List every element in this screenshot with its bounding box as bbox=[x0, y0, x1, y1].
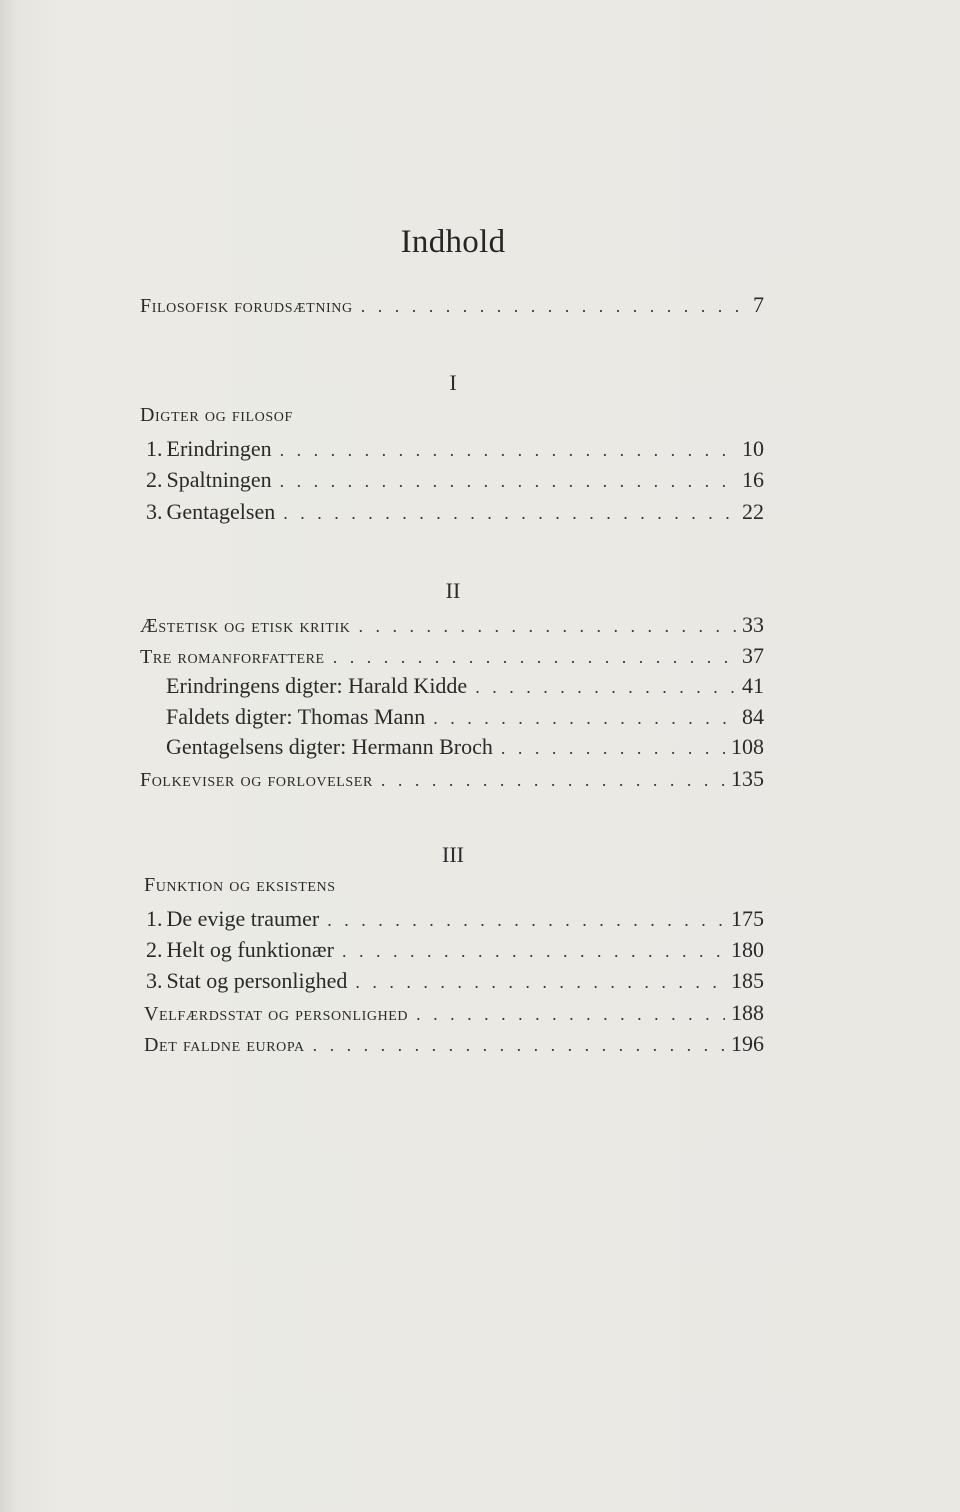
toc-entry-number: 3. bbox=[146, 968, 163, 993]
toc-entry-page: 180 bbox=[731, 937, 764, 962]
toc-entry-page: 10 bbox=[742, 436, 764, 461]
dot-leader bbox=[359, 616, 736, 637]
toc-entry-page: 196 bbox=[731, 1031, 764, 1056]
toc-entry-page: 16 bbox=[742, 467, 764, 492]
toc-entry-page: 108 bbox=[731, 734, 764, 759]
toc-entry-title: Gentagelsen bbox=[166, 499, 276, 524]
toc-entry-page: 175 bbox=[731, 906, 764, 931]
dot-leader bbox=[381, 770, 725, 791]
toc-section-heading bbox=[140, 404, 764, 434]
toc-entry-label: Filosofisk forudsætning bbox=[140, 295, 353, 317]
part-heading: II bbox=[445, 578, 461, 603]
toc-entry bbox=[146, 906, 764, 936]
toc-entry bbox=[146, 968, 764, 998]
toc-entry-number: 1. bbox=[146, 906, 163, 931]
toc-section-heading bbox=[144, 874, 764, 904]
dot-leader bbox=[327, 910, 725, 931]
toc-entry-page: 22 bbox=[742, 499, 764, 524]
toc-entry-label: Folkeviser og forlovelser bbox=[140, 769, 373, 791]
toc-entry-label bbox=[146, 436, 272, 462]
toc-entry-title: Spaltningen bbox=[166, 467, 272, 492]
toc-entry-label: Funktion og eksistens bbox=[144, 874, 336, 896]
toc-entry-page: 37 bbox=[742, 643, 764, 668]
dot-leader bbox=[280, 440, 736, 461]
toc-entry bbox=[146, 499, 764, 529]
part-heading: I bbox=[449, 370, 457, 395]
toc-entry-page: 185 bbox=[731, 968, 764, 993]
dot-leader bbox=[342, 941, 725, 962]
toc-entry-title: De evige traumer bbox=[166, 906, 320, 931]
dot-leader bbox=[475, 677, 736, 698]
toc-entry-title: Helt og funktionær bbox=[166, 937, 334, 962]
toc-entry bbox=[166, 704, 764, 734]
toc-entry bbox=[140, 612, 764, 642]
dot-leader bbox=[416, 1004, 725, 1025]
toc-entry-number: 1. bbox=[146, 436, 163, 461]
toc-entry-title: Erindringen bbox=[166, 436, 272, 461]
toc-entry-label bbox=[146, 499, 275, 525]
toc-entry-label: Gentagelsens digter: Hermann Broch bbox=[166, 734, 493, 759]
toc-entry-label: Digter og filosof bbox=[140, 404, 293, 426]
toc-entry-number: 2. bbox=[146, 937, 163, 962]
toc-entry bbox=[146, 436, 764, 466]
toc-entry-label: Det faldne europa bbox=[144, 1034, 305, 1056]
toc-entry-title: Stat og personlighed bbox=[166, 968, 348, 993]
toc-entry bbox=[140, 643, 764, 673]
toc-entry bbox=[146, 937, 764, 967]
page-title: Indhold bbox=[400, 224, 506, 260]
toc-entry-page: 135 bbox=[731, 766, 764, 791]
toc-entry-page: 41 bbox=[742, 673, 764, 698]
toc-entry-label: Velfærdsstat og personlighed bbox=[144, 1003, 409, 1025]
toc-entry bbox=[166, 734, 764, 764]
toc-entry-page: 7 bbox=[753, 292, 764, 317]
toc-entry-label bbox=[146, 968, 347, 994]
dot-leader bbox=[501, 738, 725, 759]
toc-entry-label: Faldets digter: Thomas Mann bbox=[166, 704, 426, 729]
toc-entry bbox=[144, 1031, 764, 1061]
dot-leader bbox=[280, 471, 736, 492]
toc-entry-label bbox=[146, 937, 334, 963]
dot-leader bbox=[355, 972, 725, 993]
toc-entry bbox=[166, 673, 764, 703]
toc-entry-label: Erindringens digter: Harald Kidde bbox=[166, 673, 468, 698]
toc-entry-label bbox=[146, 467, 272, 493]
toc-entry bbox=[140, 766, 764, 796]
toc-entry-label: Æstetisk og etisk kritik bbox=[140, 615, 351, 637]
part-heading: III bbox=[442, 842, 464, 867]
toc-entry-number: 2. bbox=[146, 467, 163, 492]
dot-leader bbox=[283, 503, 736, 524]
toc-entry bbox=[144, 1000, 764, 1030]
toc-entry-page: 84 bbox=[742, 704, 764, 729]
dot-leader bbox=[333, 647, 736, 668]
toc-entry-label bbox=[146, 906, 319, 932]
dot-leader bbox=[433, 708, 736, 729]
dot-leader bbox=[361, 296, 738, 317]
toc-entry-label: Tre romanforfattere bbox=[140, 646, 325, 668]
dot-leader bbox=[313, 1035, 725, 1056]
toc-entry bbox=[140, 292, 764, 322]
toc-entry-page: 188 bbox=[731, 1000, 764, 1025]
toc-entry-number: 3. bbox=[146, 499, 163, 524]
toc-entry-page: 33 bbox=[742, 612, 764, 637]
toc-entry bbox=[146, 467, 764, 497]
